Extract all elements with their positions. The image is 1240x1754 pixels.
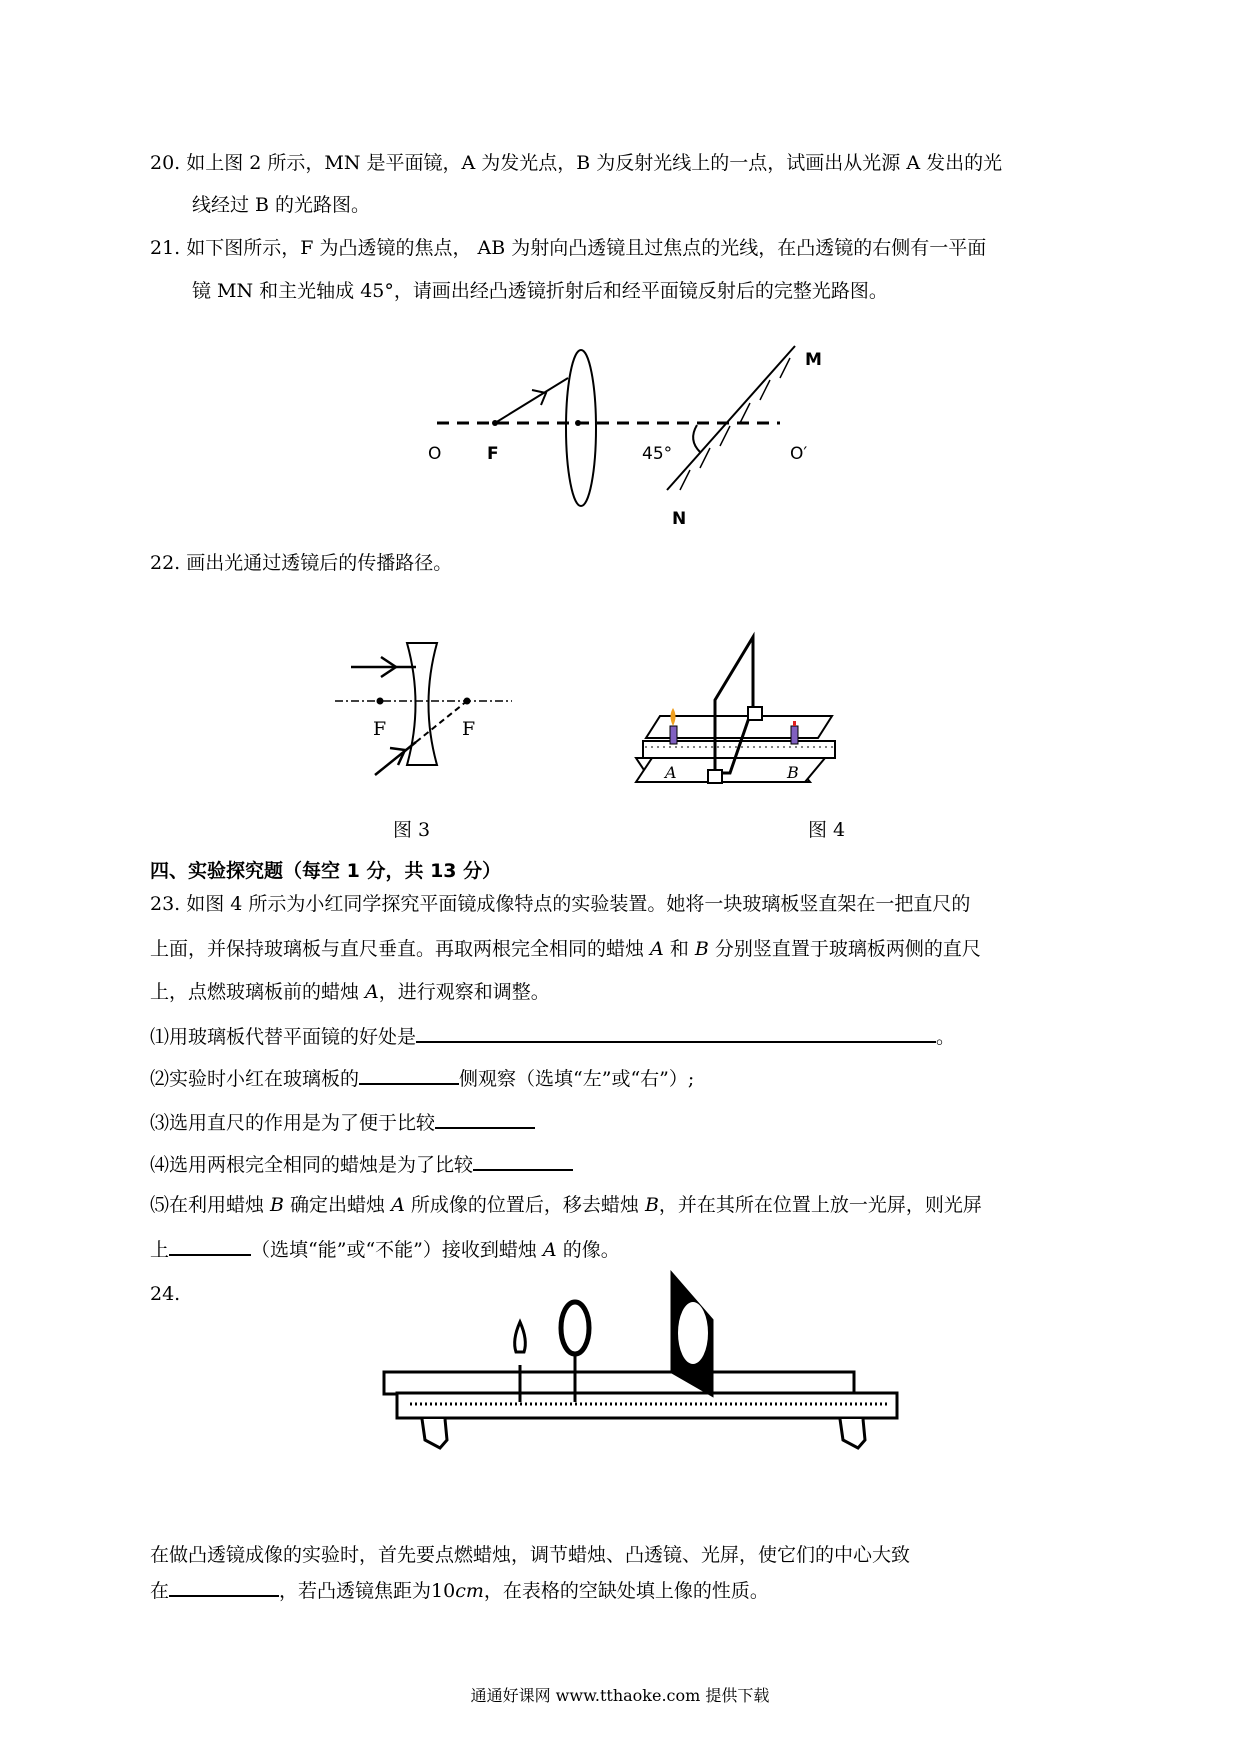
fig3-label-f-left: F	[373, 718, 387, 740]
text: ，在表格的空缺处填上像的性质。	[483, 1580, 769, 1602]
text: 侧观察（选填“左”或“右”）;	[459, 1068, 695, 1090]
text: ⑴用玻璃板代替平面镜的好处是	[150, 1026, 417, 1048]
candle-b: B	[270, 1194, 285, 1216]
text: 上面，并保持玻璃板与直尺垂直。再取两根完全相同的蜡烛	[150, 938, 651, 960]
footer: 通通好课网 www.tthaoke.com 提供下载	[470, 1686, 770, 1705]
label-m: M	[805, 350, 822, 370]
text: 上	[150, 1239, 170, 1261]
fig4-label-a: A	[665, 763, 677, 782]
candle-b: B	[644, 1194, 659, 1216]
section4-heading: 四、实验探究题（每空 1 分，共 13 分）	[150, 860, 502, 882]
text: ⑶选用直尺的作用是为了便于比较	[150, 1112, 436, 1134]
q20-line2: 线经过 B 的光路图。	[192, 194, 371, 216]
q21-line1: 21. 如下图所示，F 为凸透镜的焦点， AB 为射向凸透镜且过焦点的光线，在凸透镜的右侧有一平面	[150, 237, 987, 259]
label-o-prime: O′	[790, 444, 808, 464]
text: 上，点燃玻璃板前的蜡烛	[150, 981, 366, 1003]
text: ⑵实验时小红在玻璃板的	[150, 1068, 360, 1090]
text: 分别竖直置于玻璃板两侧的直尺	[708, 938, 981, 960]
q23-line1: 23. 如图 4 所示为小红同学探究平面镜成像特点的实验装置。她将一块玻璃板竖直架在一把直尺的	[150, 893, 971, 915]
q20-line1: 20. 如上图 2 所示，MN 是平面镜，A 为发光点，B 为反射光线上的一点，试画出从光源 A 发出的光	[150, 152, 1003, 174]
q24-number: 24.	[150, 1283, 181, 1305]
text: 确定出蜡烛	[284, 1194, 392, 1216]
text: 和	[663, 938, 695, 960]
text: ，进行观察和调整。	[378, 981, 550, 1003]
text: 在	[150, 1580, 170, 1602]
text: 。	[936, 1026, 956, 1048]
q21-line2: 镜 MN 和主光轴成 45°，请画出经凸透镜折射后和经平面镜反射后的完整光路图。	[192, 280, 888, 302]
unit: cm	[455, 1580, 484, 1602]
label-o: O	[428, 444, 442, 464]
fig3-label-f-right: F	[462, 718, 476, 740]
candle-a: A	[650, 938, 664, 960]
q22-text: 22. 画出光通过透镜后的传播路径。	[150, 552, 453, 574]
q24-line2	[150, 1577, 769, 1603]
text: ⑷选用两根完全相同的蜡烛是为了比较	[150, 1154, 474, 1176]
text: ，若凸透镜焦距为10	[279, 1580, 456, 1602]
candle-a: A	[391, 1194, 405, 1216]
text: 的像。	[556, 1239, 620, 1261]
label-n: N	[672, 509, 687, 529]
fig4-label-b: B	[787, 763, 799, 782]
fig4-caption: 图 4	[808, 819, 846, 841]
label-f: F	[487, 444, 499, 464]
q24-line1: 在做凸透镜成像的实验时，首先要点燃蜡烛，调节蜡烛、凸透镜、光屏，使它们的中心大致	[150, 1544, 911, 1566]
text: ，并在其所在位置上放一光屏，则光屏	[658, 1194, 982, 1216]
answer-blank-6[interactable]	[169, 1577, 279, 1597]
candle-b: B	[694, 938, 709, 960]
text: ⑸在利用蜡烛	[150, 1194, 271, 1216]
label-45: 45°	[642, 444, 673, 464]
text: 所成像的位置后，移去蜡烛	[404, 1194, 645, 1216]
fig3-caption: 图 3	[393, 819, 431, 841]
candle-a: A	[365, 981, 379, 1003]
candle-a: A	[542, 1239, 557, 1261]
text: （选填“能”或“不能”）接收到蜡烛	[251, 1239, 543, 1261]
